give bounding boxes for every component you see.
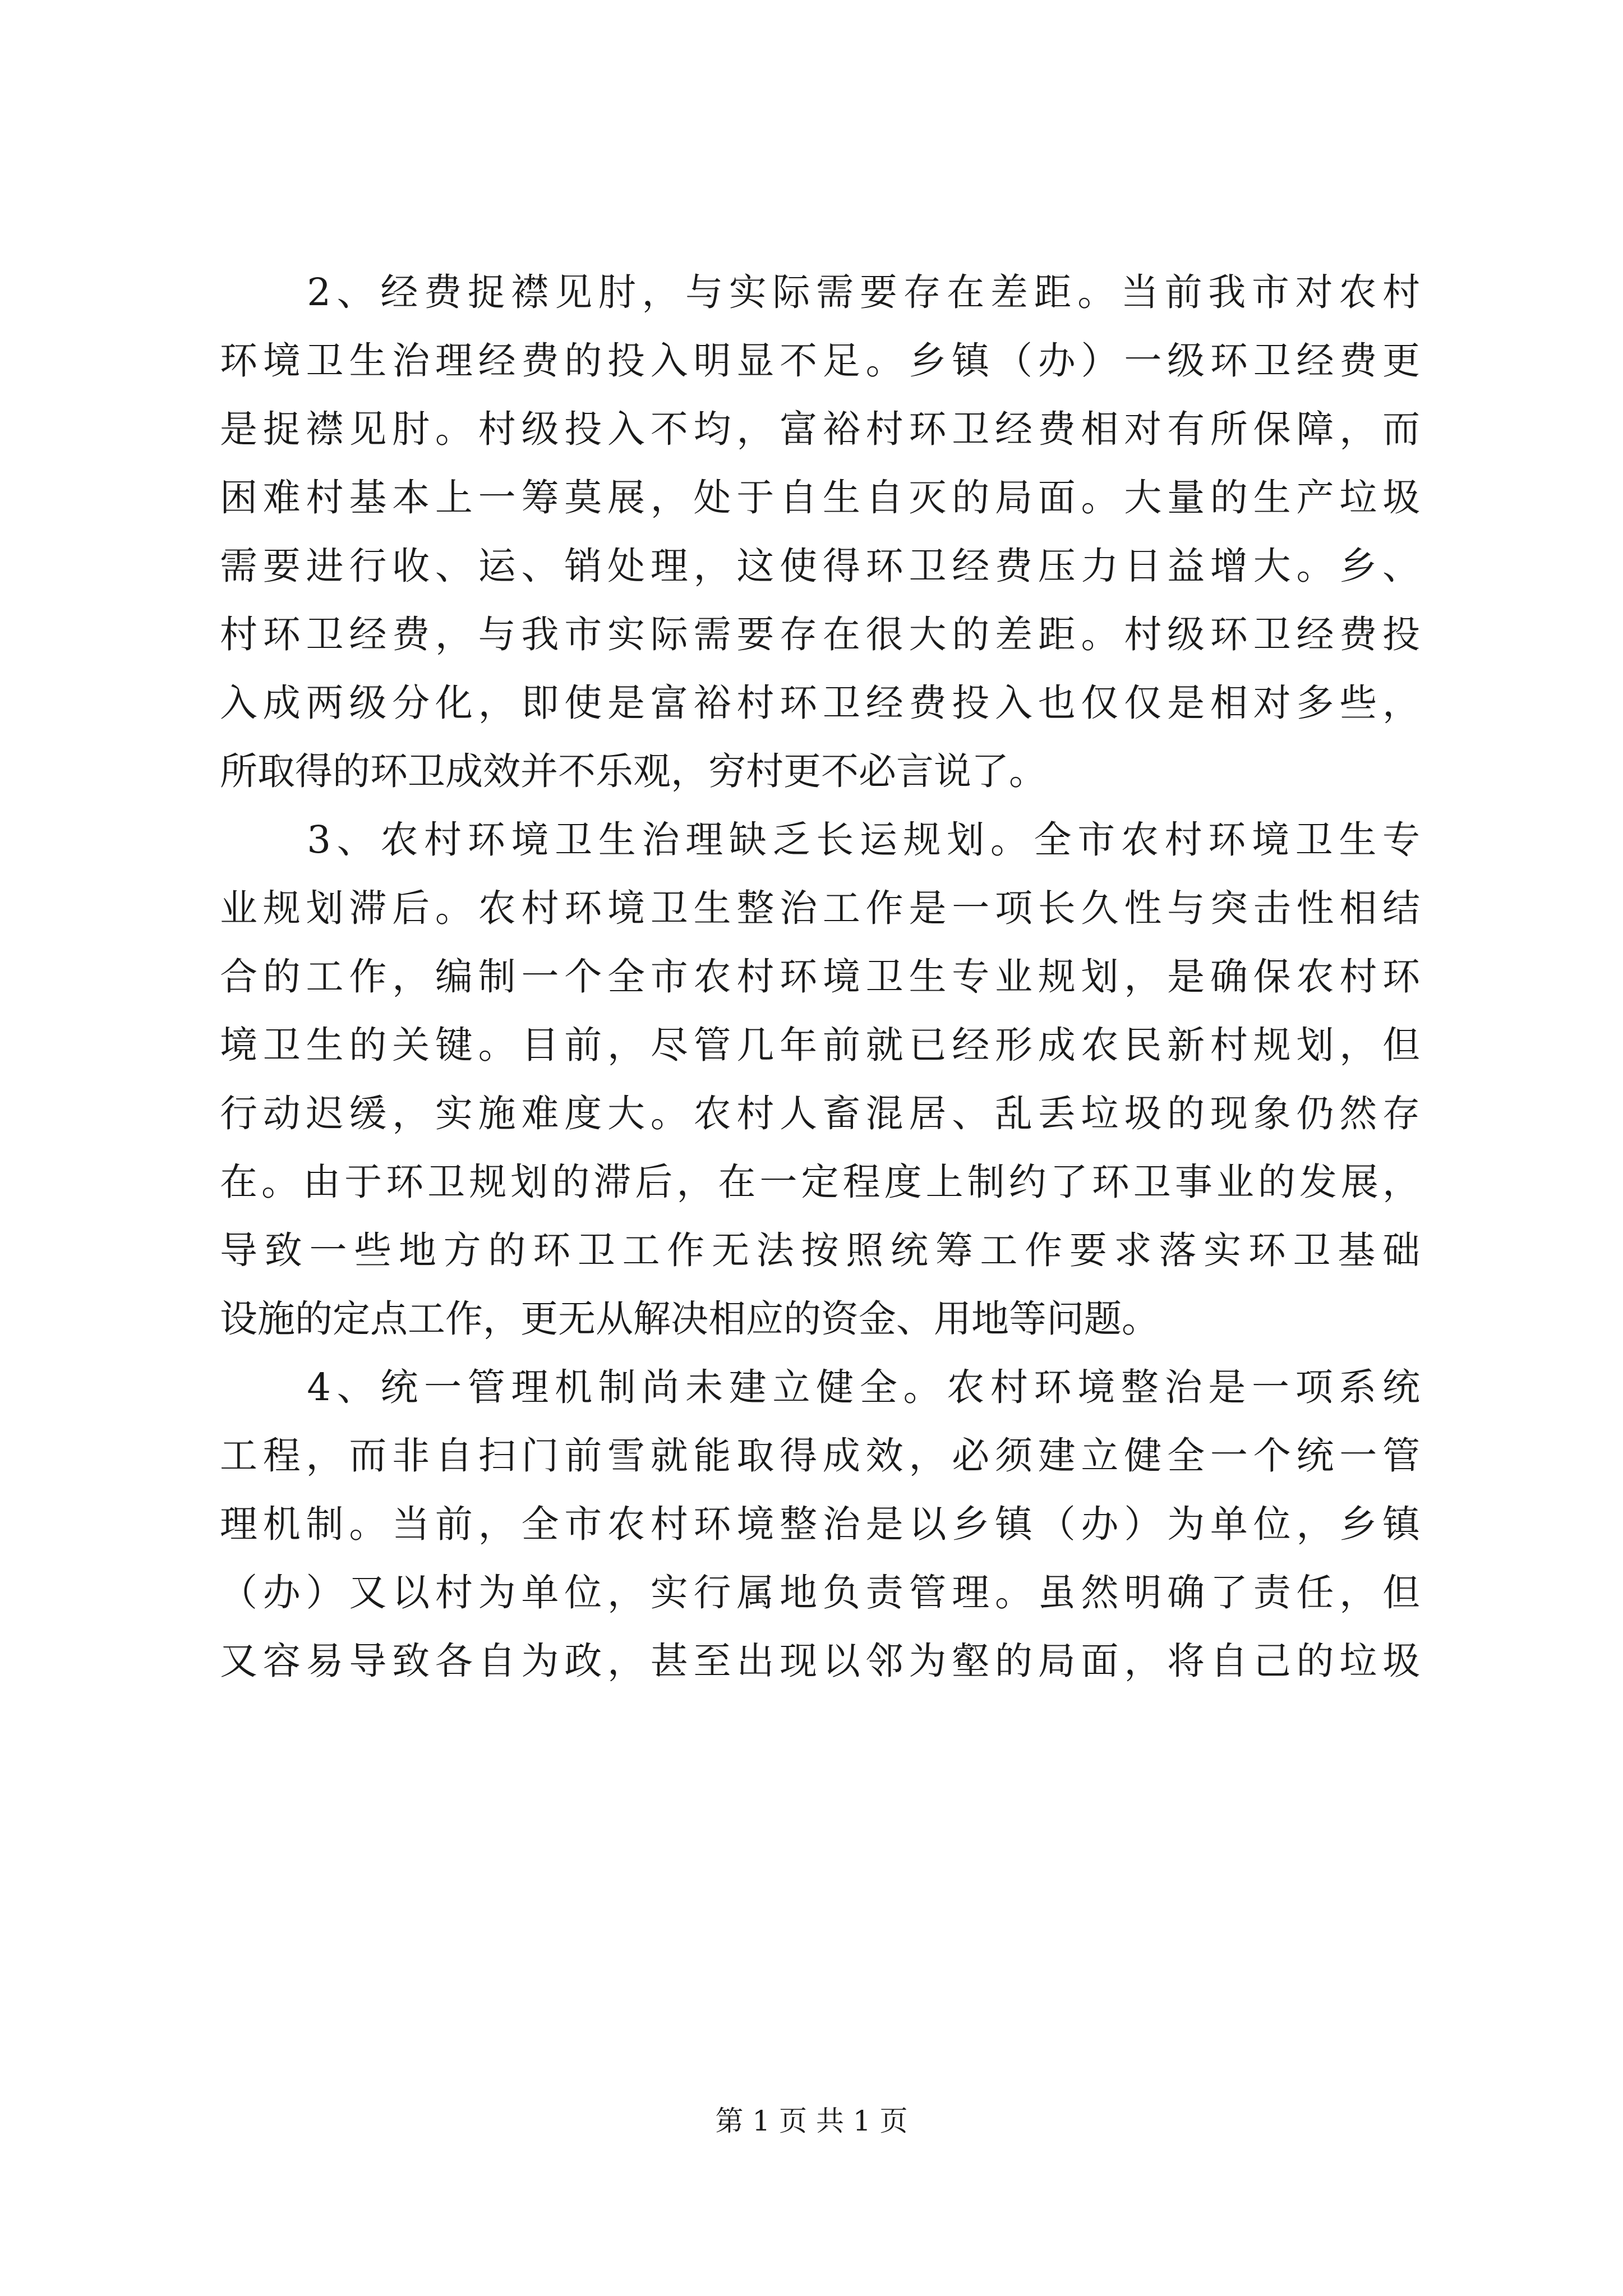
- document-body: [220, 258, 1420, 1695]
- text-line: 是捉襟见肘。村级投入不均，富裕村环卫经费相对有所保障，而: [220, 407, 1420, 451]
- page-number-footer: 第 1 页 共 1 页: [715, 2105, 908, 2137]
- text-line: 工程，而非自扫门前雪就能取得成效，必须建立健全一个统一管: [220, 1434, 1420, 1478]
- text-line: 又容易导致各自为政，甚至出现以邻为壑的局面，将自己的垃圾: [220, 1639, 1420, 1683]
- text-line: 业规划滞后。农村环境卫生整治工作是一项长久性与突击性相结: [220, 886, 1420, 930]
- text-line: 3、农村环境卫生治理缺乏长运规划。全市农村环境卫生专: [220, 818, 1420, 862]
- text-line: 导致一些地方的环卫工作无法按照统筹工作要求落实环卫基础: [220, 1228, 1420, 1272]
- text-line: 环境卫生治理经费的投入明显不足。乡镇（办）一级环卫经费更: [220, 339, 1420, 383]
- text-line: 村环卫经费，与我市实际需要存在很大的差距。村级环卫经费投: [220, 613, 1420, 656]
- text-line: 困难村基本上一筹莫展，处于自生自灭的局面。大量的生产垃圾: [220, 476, 1420, 519]
- paragraph-funding: [220, 258, 1420, 806]
- text-line: 所取得的环卫成效并不乐观，穷村更不必言说了。: [220, 749, 1046, 793]
- paragraph-planning: [220, 806, 1420, 1353]
- text-line: 境卫生的关键。目前，尽管几年前就已经形成农民新村规划，但: [220, 1023, 1420, 1067]
- text-line: 4、统一管理机制尚未建立健全。农村环境整治是一项系统: [220, 1365, 1420, 1409]
- text-line: 在。由于环卫规划的滞后，在一定程度上制约了环卫事业的发展，: [220, 1160, 1420, 1204]
- text-line: 设施的定点工作，更无从解决相应的资金、用地等问题。: [220, 1297, 1159, 1341]
- text-line: 合的工作，编制一个全市农村环境卫生专业规划，是确保农村环: [220, 955, 1420, 999]
- paragraph-management: [220, 1353, 1420, 1695]
- text-line: 需要进行收、运、销处理，这使得环卫经费压力日益增大。乡、: [220, 544, 1420, 588]
- text-line: 理机制。当前，全市农村环境整治是以乡镇（办）为单位，乡镇: [220, 1502, 1420, 1546]
- text-line: 2、经费捉襟见肘，与实际需要存在差距。当前我市对农村: [220, 270, 1420, 314]
- text-line: 行动迟缓，实施难度大。农村人畜混居、乱丢垃圾的现象仍然存: [220, 1092, 1420, 1135]
- text-line: 入成两级分化，即使是富裕村环卫经费投入也仅仅是相对多些，: [220, 681, 1420, 725]
- text-line: （办）又以村为单位，实行属地负责管理。虽然明确了责任，但: [220, 1571, 1420, 1614]
